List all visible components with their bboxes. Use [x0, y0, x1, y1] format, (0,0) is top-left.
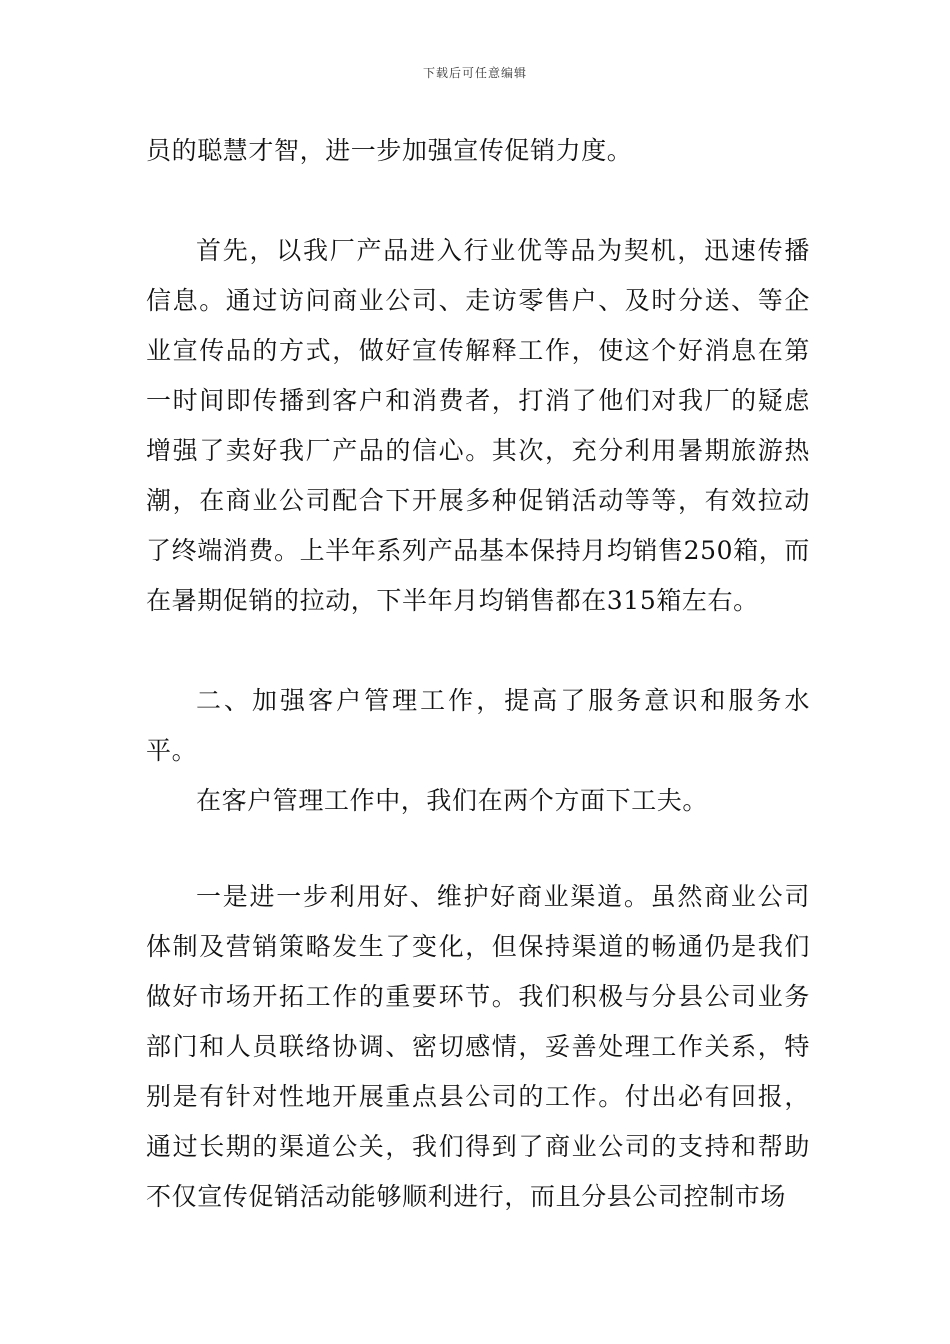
paragraph-promotion: 首先，以我厂产品进入行业优等品为契机，迅速传播信息。通过访问商业公司、走访零售户、及时分送、等企业宣传品的方式，做好宣传解释工作，使这个好消息在第一时间即传播到客户和消费者，打消了他们对我厂的疑虑增强了卖好我厂产品的信心。其次，充分利用暑期旅游热潮，在商业公司配合下开展多种促销活动等等，有效拉动了终端消费。上半年系列产品基本保持月均销售250箱，而在暑期促销的拉动，下半年月均销售都在315箱左右。	[146, 236, 810, 615]
paragraph-continuation: 员的聪慧才智，进一步加强宣传促销力度。	[146, 136, 633, 165]
paragraph-commercial-channels: 一是进一步利用好、维护好商业渠道。虽然商业公司体制及营销策略发生了变化，但保持渠道的畅通仍是我们做好市场开拓工作的重要环节。我们积极与分县公司业务部门和人员联络协调、密切感情，妥善处理工作关系，特别是有针对性地开展重点县公司的工作。付出必有回报，通过长期的渠道公关，我们得到了商业公司的支持和帮助不仅宣传促销活动能够顺利进行，而且分县公司控制市场	[146, 882, 810, 1211]
header-note: 下载后可任意编辑	[422, 66, 527, 80]
paragraph-two-aspects: 在客户管理工作中，我们在两个方面下工夫。	[196, 786, 709, 815]
section-heading-customer-management: 二、加强客户管理工作，提高了服务意识和服务水平。	[146, 686, 810, 765]
